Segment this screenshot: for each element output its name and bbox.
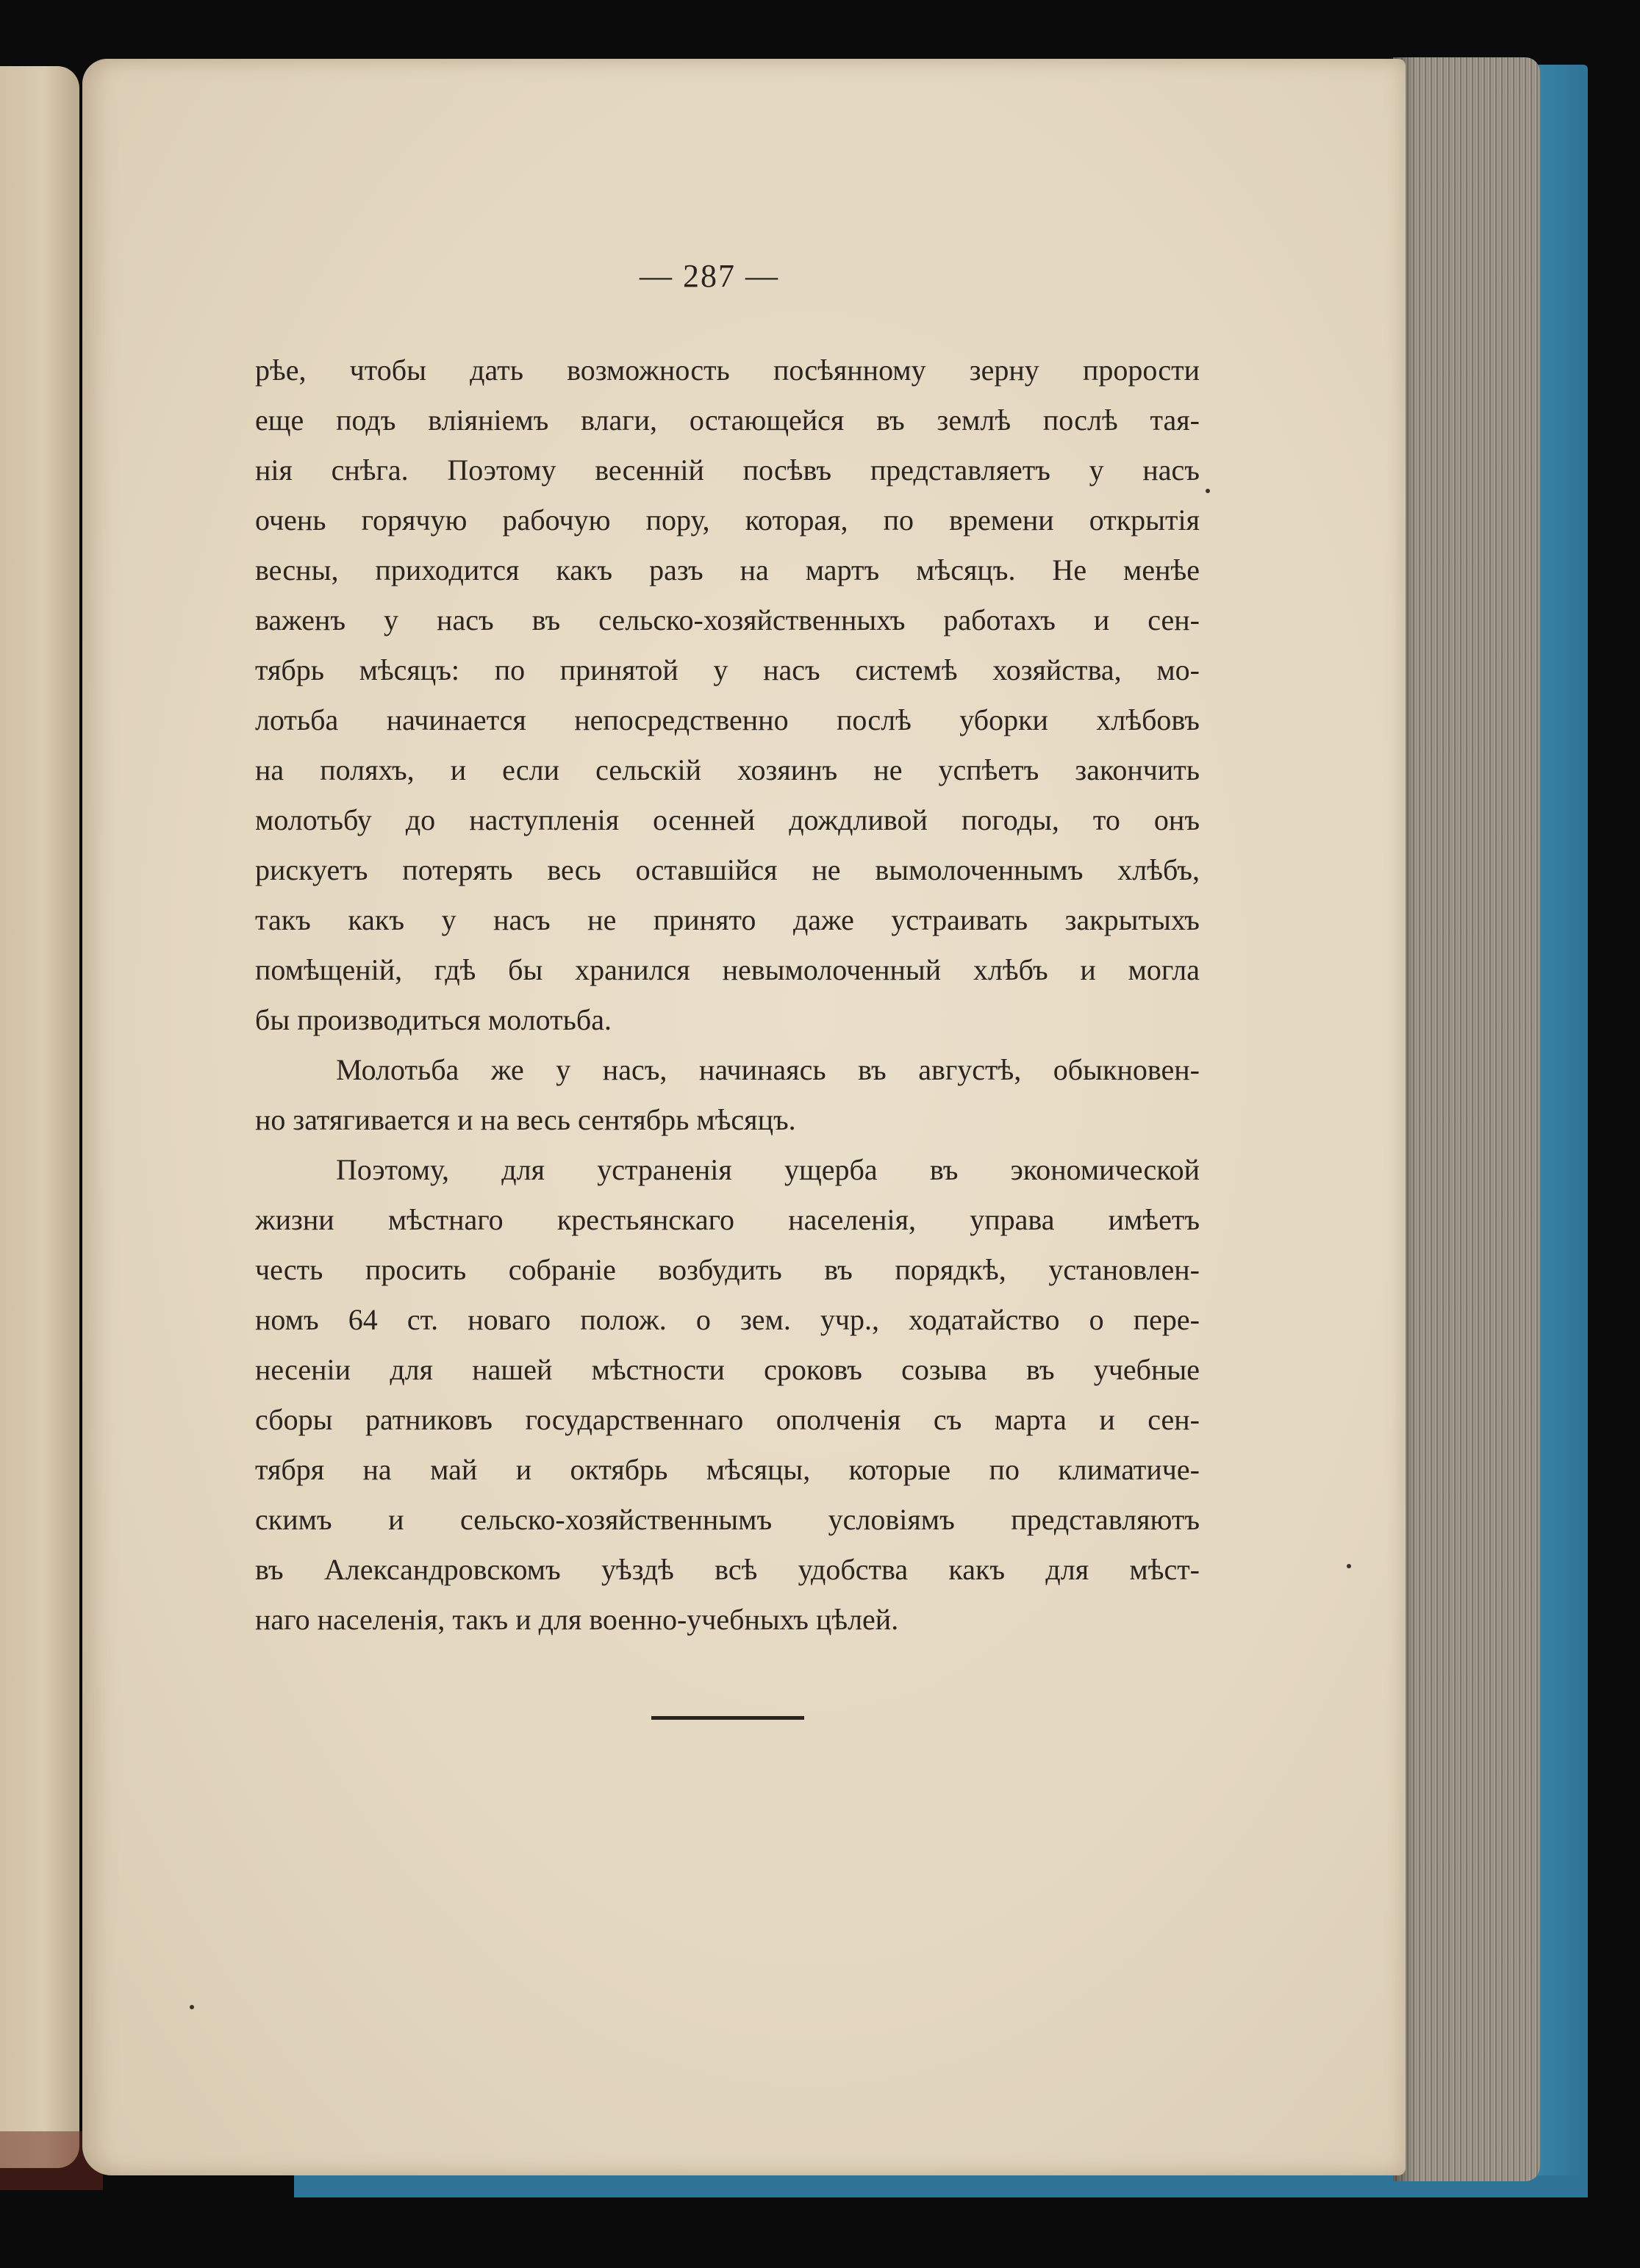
- text-line: Молотьба же у насъ, начинаясь въ августѣ, обыкновен-: [336, 1053, 1200, 1086]
- text-line: на поляхъ, и если сельскій хозяинъ не успѣетъ закончить: [255, 753, 1200, 786]
- text-line: такъ какъ у насъ не принято даже устраивать закрытыхъ: [255, 903, 1200, 936]
- text-line: честь просить собраніе возбудить въ порядкѣ, установлен-: [255, 1253, 1200, 1286]
- text-line: помѣщеній, гдѣ бы хранился невымолоченный хлѣбъ и могла: [255, 953, 1200, 986]
- text-line: еще подъ вліяніемъ влаги, остающейся въ землѣ послѣ тая-: [255, 403, 1200, 437]
- text-line: тября на май и октябрь мѣсяцы, которые по климатиче-: [255, 1453, 1200, 1486]
- text-line: очень горячую рабочую пору, которая, по времени открытія: [255, 503, 1200, 537]
- text-line: весны, приходится какъ разъ на мартъ мѣсяцъ. Не менѣе: [255, 553, 1200, 586]
- body-text: [255, 345, 1200, 1645]
- text-line: нія снѣга. Поэтому весенній посѣвъ представляетъ у насъ: [255, 453, 1200, 487]
- text-line: жизни мѣстнаго крестьянскаго населенія, управа имѣетъ: [255, 1203, 1200, 1236]
- page-edges: [1393, 57, 1540, 2181]
- text-line: въ Александровскомъ уѣздѣ всѣ удобства какъ для мѣст-: [255, 1553, 1200, 1586]
- paper-speck: [1347, 1564, 1351, 1568]
- text-line: сборы ратниковъ государственнаго ополченія съ марта и сен-: [255, 1403, 1200, 1436]
- text-line: важенъ у насъ въ сельско-хозяйственныхъ работахъ и сен-: [255, 603, 1200, 636]
- text-line: Поэтому, для устраненія ущерба въ экономической: [336, 1153, 1200, 1186]
- text-line: тябрь мѣсяцъ: по принятой у насъ системѣ хозяйства, мо-: [255, 653, 1200, 686]
- text-line: номъ 64 ст. новаго полож. о зем. учр., ходатайство о пере-: [255, 1303, 1200, 1336]
- text-line: несеніи для нашей мѣстности сроковъ созыва въ учебные: [255, 1353, 1200, 1386]
- text-line: наго населенія, такъ и для военно-учебныхъ цѣлей.: [255, 1603, 899, 1636]
- page-number: — 287 —: [640, 258, 779, 294]
- text-line: бы производиться молотьба.: [255, 1003, 612, 1036]
- previous-page-edge: [0, 66, 79, 2168]
- text-line: рѣе, чтобы дать возможность посѣянному зерну прорости: [255, 354, 1200, 387]
- paper-speck: [190, 2005, 194, 2009]
- text-line: скимъ и сельско-хозяйственнымъ условіямъ представляютъ: [255, 1503, 1200, 1536]
- paper-speck: [1206, 489, 1210, 493]
- text-line: лотьба начинается непосредственно послѣ уборки хлѣбовъ: [255, 703, 1200, 736]
- text-line: молотьбу до наступленія осенней дождливой погоды, то онъ: [255, 803, 1200, 836]
- text-line: рискуетъ потерять весь оставшійся не вымолоченнымъ хлѣбъ,: [255, 853, 1200, 886]
- end-rule: [651, 1716, 804, 1720]
- text-line: но затягивается и на весь сентябрь мѣсяцъ.: [255, 1103, 796, 1136]
